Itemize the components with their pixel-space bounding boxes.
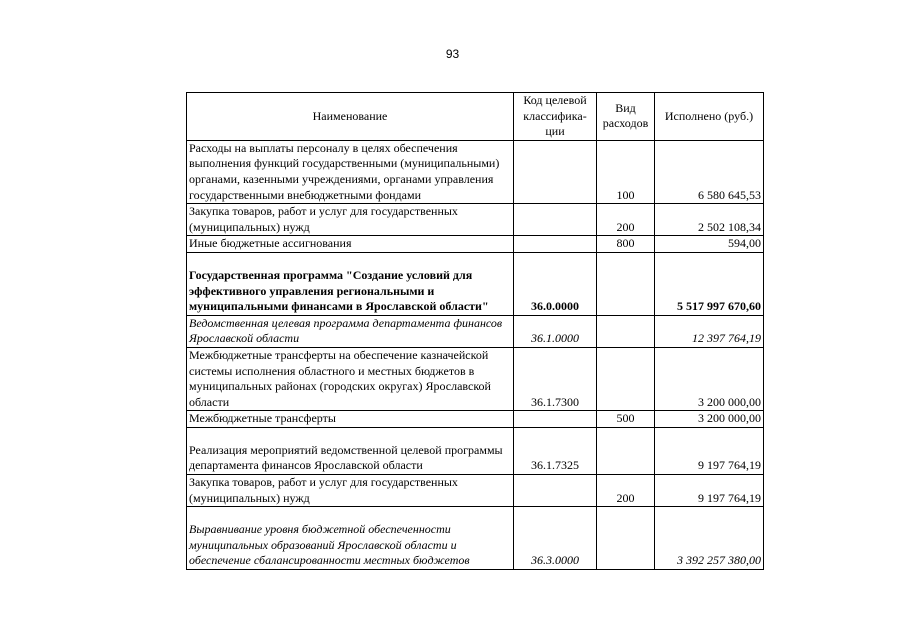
row-name: Межбюджетные трансферты xyxy=(187,411,514,428)
row-code xyxy=(514,475,597,507)
table-row xyxy=(187,315,764,347)
budget-table xyxy=(186,92,764,570)
row-code xyxy=(514,204,597,236)
row-name: Реализация мероприятий ведомственной целевой программы департамента финансов Ярославской области xyxy=(187,427,514,474)
row-name: Государственная программа "Создание условий для эффективного управления региональными и муниципальными финансами в Ярославской области" xyxy=(187,252,514,315)
row-amount: 9 197 764,19 xyxy=(655,475,764,507)
row-code xyxy=(514,236,597,253)
table-row xyxy=(187,252,764,315)
row-name: Ведомственная целевая программа департамента финансов Ярославской области xyxy=(187,315,514,347)
row-expense-type xyxy=(597,315,655,347)
header-name: Наименование xyxy=(187,93,514,141)
table-header-row xyxy=(187,93,764,141)
table-row xyxy=(187,507,764,570)
row-expense-type: 200 xyxy=(597,204,655,236)
row-name: Расходы на выплаты персоналу в целях обеспечения выполнения функций государственными (муниципальными) органами, казенными учреждениями, органами управления государственными внебюджетными фондами xyxy=(187,140,514,203)
row-code xyxy=(514,140,597,203)
row-expense-type: 800 xyxy=(597,236,655,253)
row-expense-type: 500 xyxy=(597,411,655,428)
table-row xyxy=(187,427,764,474)
table-row xyxy=(187,411,764,428)
row-amount: 3 392 257 380,00 xyxy=(655,507,764,570)
table-row xyxy=(187,204,764,236)
table-row xyxy=(187,140,764,203)
header-executed-amount: Исполнено (руб.) xyxy=(655,93,764,141)
row-amount: 9 197 764,19 xyxy=(655,427,764,474)
row-name: Выравнивание уровня бюджетной обеспеченности муниципальных образований Ярославской области и обеспечение сбалансированности местных бюджетов xyxy=(187,507,514,570)
row-expense-type xyxy=(597,347,655,410)
row-expense-type xyxy=(597,252,655,315)
row-code: 36.1.7300 xyxy=(514,347,597,410)
header-expense-type: Вид расходов xyxy=(597,93,655,141)
row-expense-type: 200 xyxy=(597,475,655,507)
row-expense-type xyxy=(597,427,655,474)
row-code xyxy=(514,411,597,428)
row-amount: 3 200 000,00 xyxy=(655,347,764,410)
row-code: 36.3.0000 xyxy=(514,507,597,570)
table-row xyxy=(187,347,764,410)
row-name: Иные бюджетные ассигнования xyxy=(187,236,514,253)
row-name: Межбюджетные трансферты на обеспечение казначейской системы исполнения областного и местных бюджетов в муниципальных районах (городских округах) Ярославской области xyxy=(187,347,514,410)
header-code: Код целевой классифика-ции xyxy=(514,93,597,141)
row-expense-type xyxy=(597,507,655,570)
row-amount: 3 200 000,00 xyxy=(655,411,764,428)
row-name: Закупка товаров, работ и услуг для государственных (муниципальных) нужд xyxy=(187,204,514,236)
row-name: Закупка товаров, работ и услуг для государственных (муниципальных) нужд xyxy=(187,475,514,507)
table-row xyxy=(187,236,764,253)
page-number: 93 xyxy=(445,47,460,61)
row-amount: 5 517 997 670,60 xyxy=(655,252,764,315)
row-amount: 594,00 xyxy=(655,236,764,253)
row-code: 36.1.7325 xyxy=(514,427,597,474)
row-code: 36.0.0000 xyxy=(514,252,597,315)
table-row xyxy=(187,475,764,507)
row-amount: 6 580 645,53 xyxy=(655,140,764,203)
row-amount: 12 397 764,19 xyxy=(655,315,764,347)
row-expense-type: 100 xyxy=(597,140,655,203)
row-code: 36.1.0000 xyxy=(514,315,597,347)
row-amount: 2 502 108,34 xyxy=(655,204,764,236)
